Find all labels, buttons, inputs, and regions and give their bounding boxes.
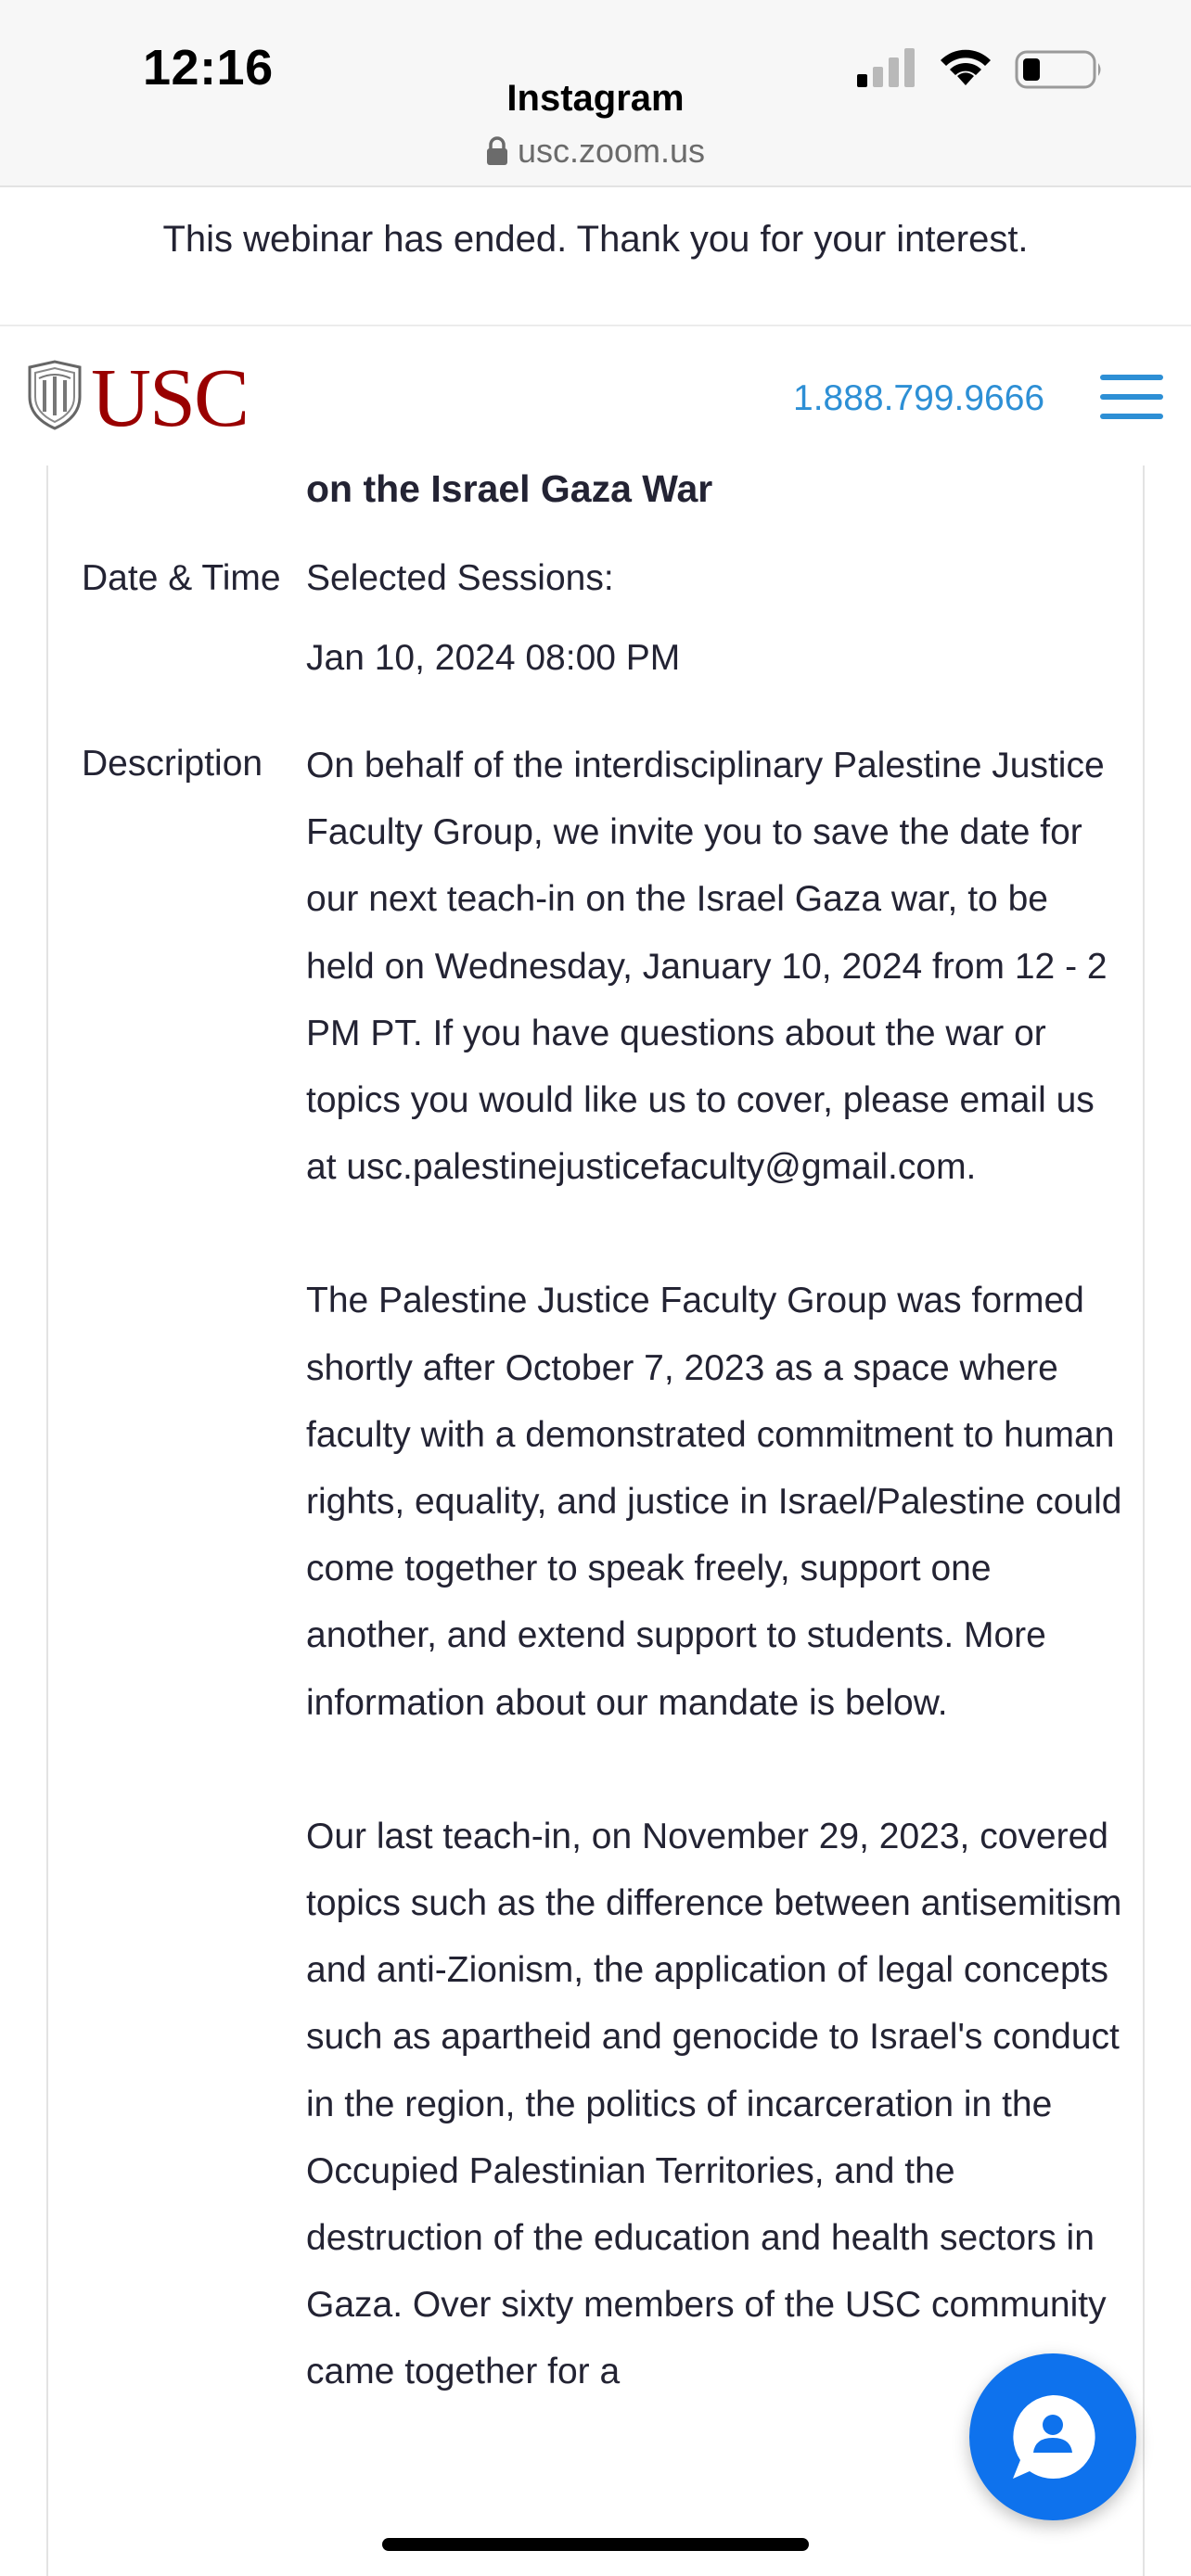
url-bar[interactable] — [0, 132, 1191, 171]
event-topic-title: on the Israel Gaza War — [306, 467, 713, 510]
webinar-ended-banner: This webinar has ended. Thank you for your interest. — [0, 187, 1191, 325]
description-paragraph: On behalf of the interdisciplinary Palestine Justice Faculty Group, we invite you to save the date for our next teach-in on the Israel Gaza war, to be held on Wednesday, January 10, 2024 from 12 - 2 PM PT. If you have questions about the war or topics you would like us to cover, please email us at usc.palestinejusticefaculty@gmail.com. — [306, 746, 1108, 1188]
url-text: usc.zoom.us — [517, 132, 706, 170]
clock: 12:16 — [143, 40, 274, 96]
session-datetime: Jan 10, 2024 08:00 PM — [306, 638, 681, 678]
status-bar — [0, 0, 1191, 185]
usc-seal-icon[interactable] — [26, 360, 83, 430]
chat-support-icon — [1007, 2391, 1098, 2482]
site-header — [0, 326, 1191, 465]
description-paragraph: The Palestine Justice Faculty Group was formed shortly after October 7, 2023 as a space where faculty with a demonstrated commitment to human rights, equality, and justice in Israel/Palestine could come together to speak freely, support one another, and extend support to students. More information about our mandate is below. — [306, 1281, 1122, 1723]
event-description — [306, 733, 1122, 2406]
hamburger-menu-icon[interactable] — [1100, 375, 1163, 419]
date-time-label: Date & Time — [82, 558, 281, 598]
selected-sessions-label: Selected Sessions: — [306, 558, 614, 598]
chat-support-button[interactable] — [969, 2353, 1136, 2520]
description-label: Description — [82, 744, 263, 784]
phone-link[interactable]: 1.888.799.9666 — [793, 378, 1045, 418]
home-indicator[interactable] — [382, 2538, 809, 2551]
usc-logo-text[interactable]: USC — [91, 352, 249, 444]
lock-icon — [486, 136, 508, 166]
description-paragraph: Our last teach-in, on November 29, 2023, covered topics such as the difference between antisemitism and anti-Zionism, the application of legal concepts such as apartheid and genocide to Israel's conduct in the region, the politics of incarceration in the Occupied Palestinian Territories, and the destruction of the education and health sectors in Gaza. Over sixty members of the USC community came together for a — [306, 1816, 1122, 2392]
app-name: Instagram — [506, 78, 685, 119]
